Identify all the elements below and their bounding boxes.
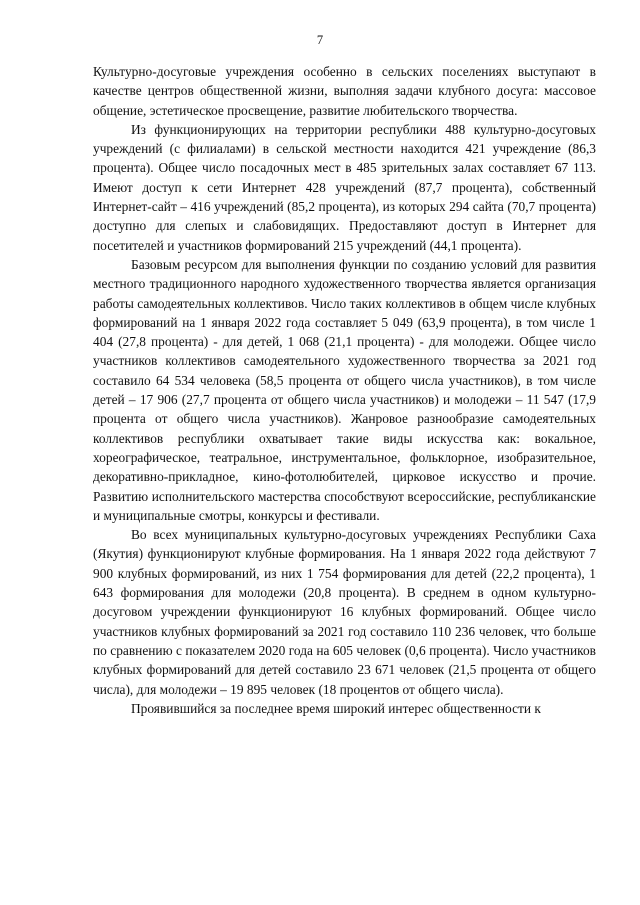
paragraph-5: Проявившийся за последнее время широкий интерес общественности к <box>131 700 541 716</box>
document-body <box>93 62 596 718</box>
paragraph-1: Культурно-досуговые учреждения особенно в сельских поселениях выступают в качестве центров общественной жизни, выполняя задачи клубного досуга: массовое общение, эстетическое просвещение, развитие любительского творчества. <box>93 64 596 118</box>
paragraph-3: Базовым ресурсом для выполнения функции по созданию условий для развития местного традиционного народного художественного творчества является организация работы самодеятельных коллективов. Число таких коллективов в общем числе клубных формирований на 1 января 2022 года составляет 5 049 (63,9 процента), в том числе 1 404 (27,8 процента) - для детей, 1 068 (21,1 процента) - для молодежи. Общее число участников коллективов самодеятельного художественного творчества за 2021 год составило 64 534 человека (58,5 процента от общего числа участников), в том числе детей – 17 906 (27,7 процента от общего числа участников) и молодежи – 11 547 (17,9 процента от общего числа участников). Жанровое разнообразие самодеятельных коллективов республики охватывает такие виды искусства как: вокальное, хореографическое, театральное, инструментальное, фольклорное, изобразительное, декоративно-прикладное, кино-фотолюбителей, цирковое искусство и прочие. Развитию исполнительского мастерства способствуют всероссийские, республиканские и муниципальные смотры, конкурсы и фестивали. <box>93 256 596 523</box>
paragraph-4: Во всех муниципальных культурно-досуговых учреждениях Республики Саха (Якутия) функционируют клубные формирования. На 1 января 2022 года действуют 7 900 клубных формирований, из них 1 754 формирования для детей (22,2 процента), 1 643 формирования для молодежи (20,8 процента). В среднем в одном культурно-досуговом учреждении функционируют 16 клубных формирований. Общее число участников клубных формирований за 2021 год составило 110 236 человек, что больше по сравнению с показателем 2020 года на 605 человек (0,6 процента). Число участников клубных формирований для детей составило 23 671 человек (21,5 процента от общего числа), для молодежи – 19 895 человек (18 процентов от общего числа). <box>93 527 596 697</box>
paragraph-2: Из функционирующих на территории республики 488 культурно-досуговых учреждений (с филиалами) в сельской местности находится 421 учреждение (86,3 процента). Общее число посадочных мест в 485 зрительных залах составляет 67 113. Имеют доступ к сети Интернет 428 учреждений (87,7 процента), собственный Интернет-сайт – 416 учреждений (85,2 процента), из которых 294 сайта (70,7 процента) доступно для слепых и слабовидящих. Предоставляют доступ в Интернет для посетителей и участников формирований 215 учреждений (44,1 процента). <box>93 121 596 253</box>
page-number: 7 <box>316 33 324 47</box>
